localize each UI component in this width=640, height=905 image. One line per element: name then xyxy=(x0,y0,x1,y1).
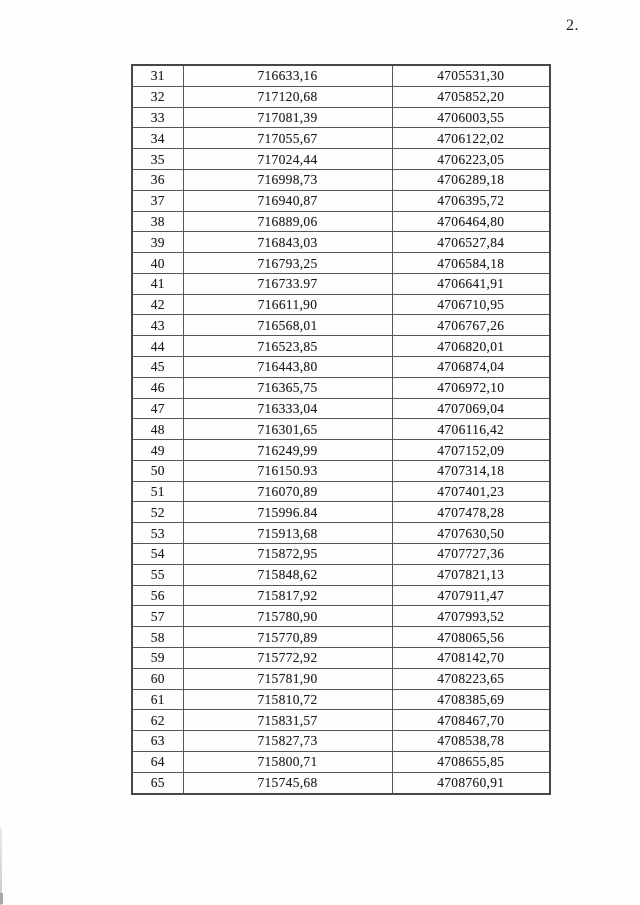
y-coordinate-cell: 4706003,55 xyxy=(392,107,550,128)
page-number: 2. xyxy=(566,17,579,34)
y-coordinate-cell: 4706116,42 xyxy=(392,419,550,440)
table-row xyxy=(132,419,550,440)
y-coordinate-cell: 4707314,18 xyxy=(392,460,550,481)
x-coordinate-cell: 715810,72 xyxy=(183,689,392,710)
x-coordinate-cell: 716633,16 xyxy=(183,65,392,86)
table-row xyxy=(132,627,550,648)
x-coordinate-cell: 716611,90 xyxy=(183,294,392,315)
point-number-cell: 40 xyxy=(132,253,183,274)
table-row xyxy=(132,606,550,627)
y-coordinate-cell: 4708223,65 xyxy=(392,668,550,689)
point-number-cell: 34 xyxy=(132,128,183,149)
point-number-cell: 41 xyxy=(132,273,183,294)
x-coordinate-cell: 716443,80 xyxy=(183,357,392,378)
y-coordinate-cell: 4708467,70 xyxy=(392,710,550,731)
y-coordinate-cell: 4707152,09 xyxy=(392,440,550,461)
table-row xyxy=(132,107,550,128)
x-coordinate-cell: 716523,85 xyxy=(183,336,392,357)
point-number-cell: 42 xyxy=(132,294,183,315)
x-coordinate-cell: 715780,90 xyxy=(183,606,392,627)
table-row xyxy=(132,585,550,606)
point-number-cell: 38 xyxy=(132,211,183,232)
y-coordinate-cell: 4707911,47 xyxy=(392,585,550,606)
x-coordinate-cell: 716793,25 xyxy=(183,253,392,274)
point-number-cell: 63 xyxy=(132,731,183,752)
table-row xyxy=(132,253,550,274)
x-coordinate-cell: 715745,68 xyxy=(183,772,392,794)
x-coordinate-cell: 716150.93 xyxy=(183,460,392,481)
table-row xyxy=(132,128,550,149)
table-row xyxy=(132,710,550,731)
point-number-cell: 55 xyxy=(132,564,183,585)
table-row xyxy=(132,190,550,211)
point-number-cell: 60 xyxy=(132,668,183,689)
scan-edge-artifact-dot xyxy=(0,893,3,904)
point-number-cell: 36 xyxy=(132,169,183,190)
x-coordinate-cell: 715781,90 xyxy=(183,668,392,689)
point-number-cell: 46 xyxy=(132,377,183,398)
point-number-cell: 62 xyxy=(132,710,183,731)
table-row xyxy=(132,86,550,107)
point-number-cell: 58 xyxy=(132,627,183,648)
y-coordinate-cell: 4706223,05 xyxy=(392,149,550,170)
table-row xyxy=(132,481,550,502)
x-coordinate-cell: 715817,92 xyxy=(183,585,392,606)
table-row xyxy=(132,232,550,253)
x-coordinate-cell: 717024,44 xyxy=(183,149,392,170)
x-coordinate-cell: 716998,73 xyxy=(183,169,392,190)
point-number-cell: 56 xyxy=(132,585,183,606)
y-coordinate-cell: 4707630,50 xyxy=(392,523,550,544)
y-coordinate-cell: 4708065,56 xyxy=(392,627,550,648)
table-row xyxy=(132,460,550,481)
point-number-cell: 52 xyxy=(132,502,183,523)
x-coordinate-cell: 715996.84 xyxy=(183,502,392,523)
y-coordinate-cell: 4706972,10 xyxy=(392,377,550,398)
table-row xyxy=(132,169,550,190)
table-row xyxy=(132,377,550,398)
table-row xyxy=(132,647,550,668)
point-number-cell: 50 xyxy=(132,460,183,481)
point-number-cell: 44 xyxy=(132,336,183,357)
table-row xyxy=(132,772,550,794)
table-row xyxy=(132,440,550,461)
x-coordinate-cell: 715913,68 xyxy=(183,523,392,544)
table-row xyxy=(132,357,550,378)
table-row xyxy=(132,502,550,523)
point-number-cell: 53 xyxy=(132,523,183,544)
table-row xyxy=(132,149,550,170)
table-row xyxy=(132,689,550,710)
point-number-cell: 54 xyxy=(132,544,183,565)
point-number-cell: 64 xyxy=(132,751,183,772)
y-coordinate-cell: 4707821,13 xyxy=(392,564,550,585)
point-number-cell: 49 xyxy=(132,440,183,461)
y-coordinate-cell: 4708538,78 xyxy=(392,731,550,752)
y-coordinate-cell: 4706584,18 xyxy=(392,253,550,274)
point-number-cell: 47 xyxy=(132,398,183,419)
point-number-cell: 31 xyxy=(132,65,183,86)
y-coordinate-cell: 4707993,52 xyxy=(392,606,550,627)
y-coordinate-cell: 4706874,04 xyxy=(392,357,550,378)
table-row xyxy=(132,523,550,544)
point-number-cell: 39 xyxy=(132,232,183,253)
x-coordinate-cell: 716733.97 xyxy=(183,273,392,294)
table-row xyxy=(132,273,550,294)
point-number-cell: 43 xyxy=(132,315,183,336)
y-coordinate-cell: 4708655,85 xyxy=(392,751,550,772)
y-coordinate-cell: 4707478,28 xyxy=(392,502,550,523)
point-number-cell: 33 xyxy=(132,107,183,128)
table-row xyxy=(132,398,550,419)
table-row xyxy=(132,294,550,315)
point-number-cell: 45 xyxy=(132,357,183,378)
table-row xyxy=(132,315,550,336)
x-coordinate-cell: 716301,65 xyxy=(183,419,392,440)
y-coordinate-cell: 4706527,84 xyxy=(392,232,550,253)
x-coordinate-cell: 715831,57 xyxy=(183,710,392,731)
point-number-cell: 48 xyxy=(132,419,183,440)
x-coordinate-cell: 715800,71 xyxy=(183,751,392,772)
x-coordinate-cell: 717055,67 xyxy=(183,128,392,149)
table-row xyxy=(132,336,550,357)
x-coordinate-cell: 715848,62 xyxy=(183,564,392,585)
y-coordinate-cell: 4708142,70 xyxy=(392,647,550,668)
x-coordinate-cell: 716249,99 xyxy=(183,440,392,461)
y-coordinate-cell: 4706820,01 xyxy=(392,336,550,357)
y-coordinate-cell: 4706122,02 xyxy=(392,128,550,149)
x-coordinate-cell: 715770,89 xyxy=(183,627,392,648)
y-coordinate-cell: 4708385,69 xyxy=(392,689,550,710)
point-number-cell: 65 xyxy=(132,772,183,794)
y-coordinate-cell: 4707069,04 xyxy=(392,398,550,419)
table-row xyxy=(132,731,550,752)
point-number-cell: 51 xyxy=(132,481,183,502)
point-number-cell: 32 xyxy=(132,86,183,107)
x-coordinate-cell: 716568,01 xyxy=(183,315,392,336)
table-row xyxy=(132,65,550,86)
y-coordinate-cell: 4705852,20 xyxy=(392,86,550,107)
table-row xyxy=(132,564,550,585)
y-coordinate-cell: 4706464,80 xyxy=(392,211,550,232)
x-coordinate-cell: 716940,87 xyxy=(183,190,392,211)
x-coordinate-cell: 716889,06 xyxy=(183,211,392,232)
y-coordinate-cell: 4707401,23 xyxy=(392,481,550,502)
coordinates-table xyxy=(131,64,551,795)
table-row xyxy=(132,211,550,232)
x-coordinate-cell: 717120,68 xyxy=(183,86,392,107)
x-coordinate-cell: 716333,04 xyxy=(183,398,392,419)
table-row xyxy=(132,544,550,565)
x-coordinate-cell: 716843,03 xyxy=(183,232,392,253)
x-coordinate-cell: 715827,73 xyxy=(183,731,392,752)
y-coordinate-cell: 4706289,18 xyxy=(392,169,550,190)
coordinates-table-body xyxy=(132,65,550,794)
y-coordinate-cell: 4708760,91 xyxy=(392,772,550,794)
x-coordinate-cell: 715772,92 xyxy=(183,647,392,668)
y-coordinate-cell: 4705531,30 xyxy=(392,65,550,86)
y-coordinate-cell: 4706710,95 xyxy=(392,294,550,315)
x-coordinate-cell: 715872,95 xyxy=(183,544,392,565)
y-coordinate-cell: 4707727,36 xyxy=(392,544,550,565)
x-coordinate-cell: 716070,89 xyxy=(183,481,392,502)
x-coordinate-cell: 717081,39 xyxy=(183,107,392,128)
table-row xyxy=(132,668,550,689)
x-coordinate-cell: 716365,75 xyxy=(183,377,392,398)
point-number-cell: 35 xyxy=(132,149,183,170)
point-number-cell: 57 xyxy=(132,606,183,627)
y-coordinate-cell: 4706641,91 xyxy=(392,273,550,294)
y-coordinate-cell: 4706395,72 xyxy=(392,190,550,211)
y-coordinate-cell: 4706767,26 xyxy=(392,315,550,336)
table-row xyxy=(132,751,550,772)
point-number-cell: 59 xyxy=(132,647,183,668)
point-number-cell: 61 xyxy=(132,689,183,710)
point-number-cell: 37 xyxy=(132,190,183,211)
